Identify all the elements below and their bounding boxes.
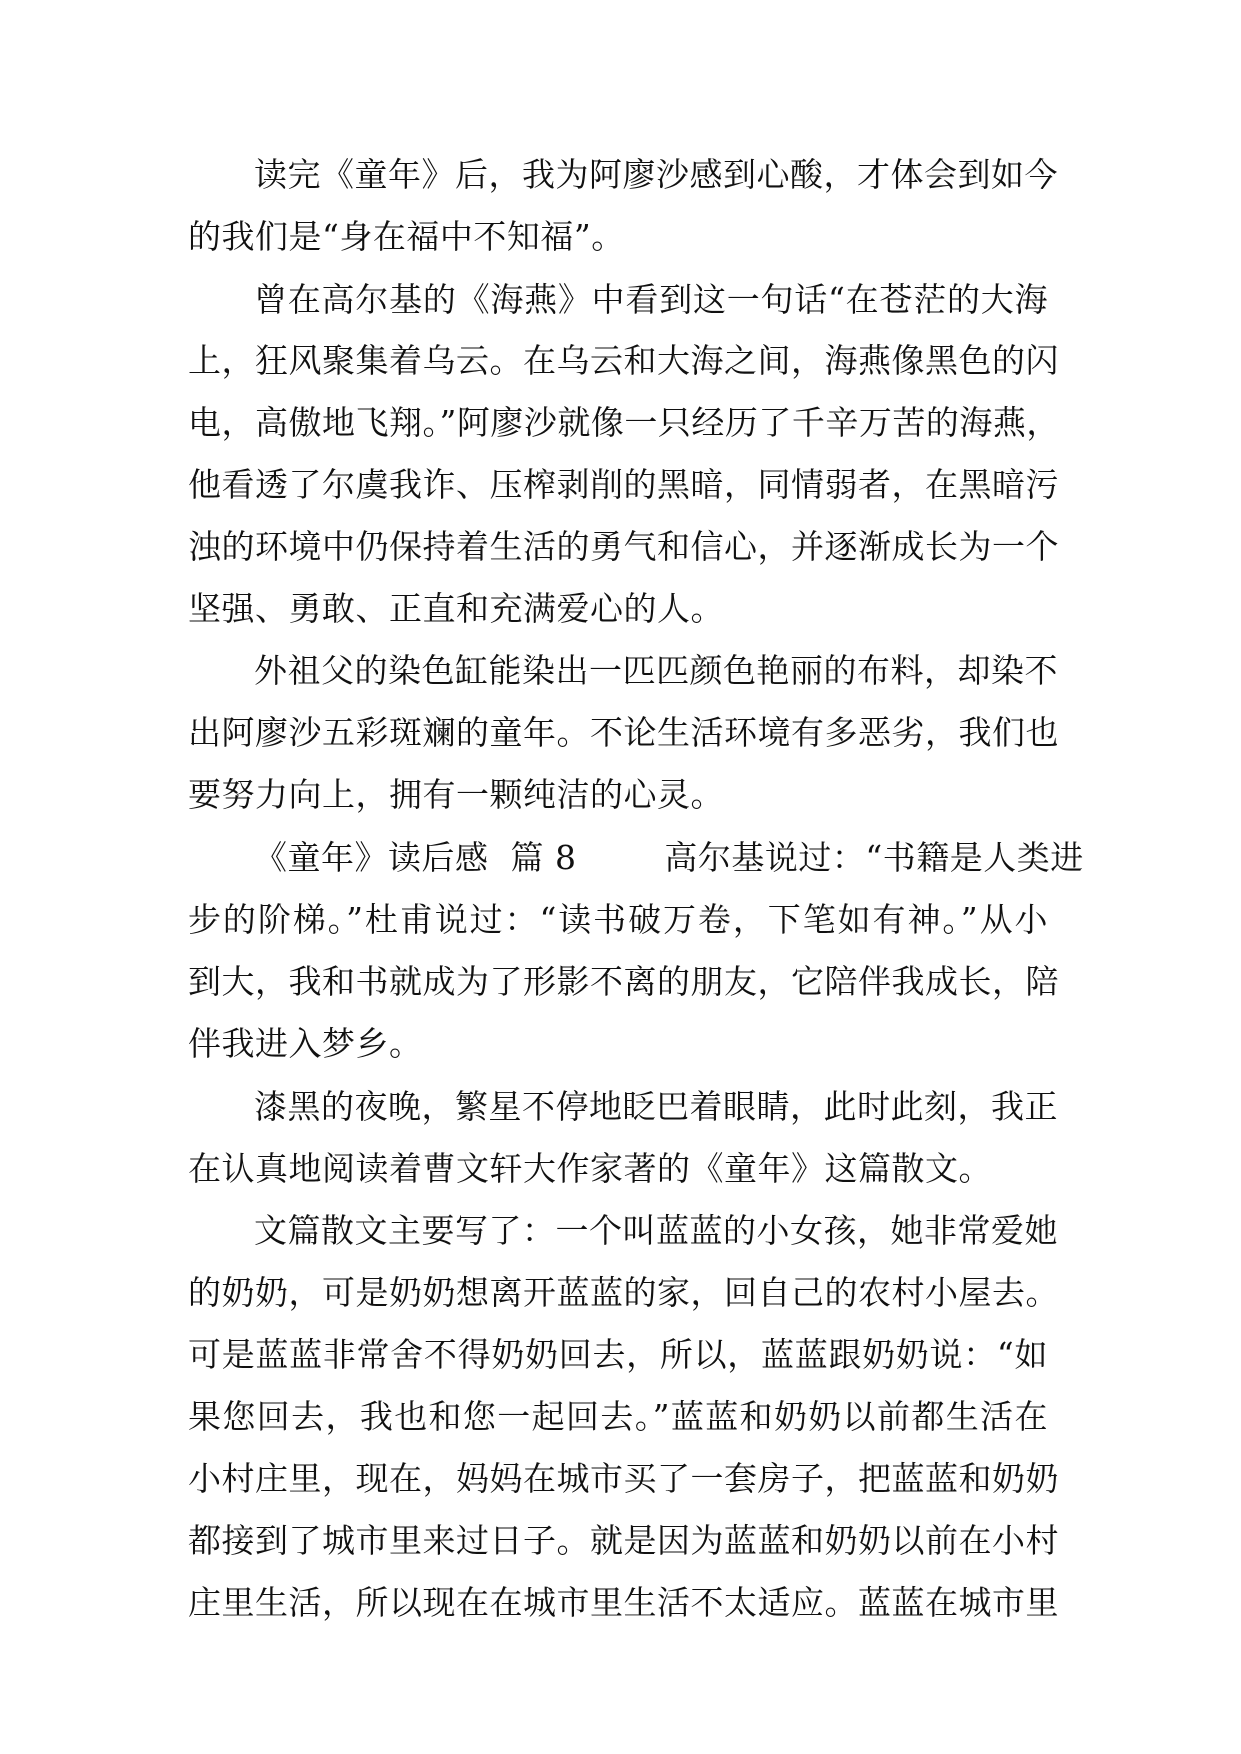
- text-line: 步的阶梯。”杜甫说过：“读书破万卷，下笔如有神。”从小: [188, 900, 1048, 939]
- text-line: 坚强、勇敢、正直和充满爱心的人。: [188, 589, 724, 628]
- text-line: 庄里生活，所以现在在城市里生活不太适应。蓝蓝在城市里: [188, 1583, 1059, 1622]
- text-line: 要努力向上，拥有一颗纯洁的心灵。: [188, 775, 724, 814]
- text-line: 曾在高尔基的《海燕》中看到这一句话“在苍茫的大海: [254, 280, 1048, 319]
- text-line: 果您回去，我也和您一起回去。”蓝蓝和奶奶以前都生活在: [188, 1397, 1048, 1436]
- text-line: 小村庄里，现在，妈妈在城市买了一套房子，把蓝蓝和奶奶: [188, 1459, 1059, 1498]
- text-line: 外祖父的染色缸能染出一匹匹颜色艳丽的布料，却染不: [254, 651, 1058, 690]
- text-line: 上，狂风聚集着乌云。在乌云和大海之间，海燕像黑色的闪: [188, 341, 1059, 380]
- text-line: 读完《童年》后，我为阿廖沙感到心酸，才体会到如今: [254, 155, 1058, 194]
- text-line: 可是蓝蓝非常舍不得奶奶回去，所以，蓝蓝跟奶奶说：“如: [188, 1335, 1048, 1374]
- text-line: 伴我进入梦乡。: [188, 1024, 423, 1063]
- text-line: 电，高傲地飞翔。”阿廖沙就像一只经历了千辛万苦的海燕，: [188, 403, 1060, 442]
- text-line: 浊的环境中仍保持着生活的勇气和信心，并逐渐成长为一个: [188, 527, 1059, 566]
- text-line: 文篇散文主要写了：一个叫蓝蓝的小女孩，她非常爱她: [254, 1211, 1058, 1250]
- text-line: 的我们是“身在福中不知福”。: [188, 217, 625, 256]
- text-line: 的奶奶，可是奶奶想离开蓝蓝的家，回自己的农村小屋去。: [188, 1273, 1059, 1312]
- text-line: 他看透了尔虞我诈、压榨剥削的黑暗，同情弱者，在黑暗污: [188, 465, 1059, 504]
- text-line: 到大，我和书就成为了形影不离的朋友，它陪伴我成长，陪: [188, 962, 1059, 1001]
- text-line: 都接到了城市里来过日子。就是因为蓝蓝和奶奶以前在小村: [188, 1521, 1059, 1560]
- text-line: 出阿廖沙五彩斑斓的童年。不论生活环境有多恶劣，我们也: [188, 713, 1059, 752]
- text-line: 在认真地阅读着曹文轩大作家著的《童年》这篇散文。: [188, 1149, 992, 1188]
- text-line: 《童年》读后感 篇 8 高尔基说过：“书籍是人类进: [254, 838, 1084, 877]
- text-line: 漆黑的夜晚，繁星不停地眨巴着眼睛，此时此刻，我正: [254, 1087, 1058, 1126]
